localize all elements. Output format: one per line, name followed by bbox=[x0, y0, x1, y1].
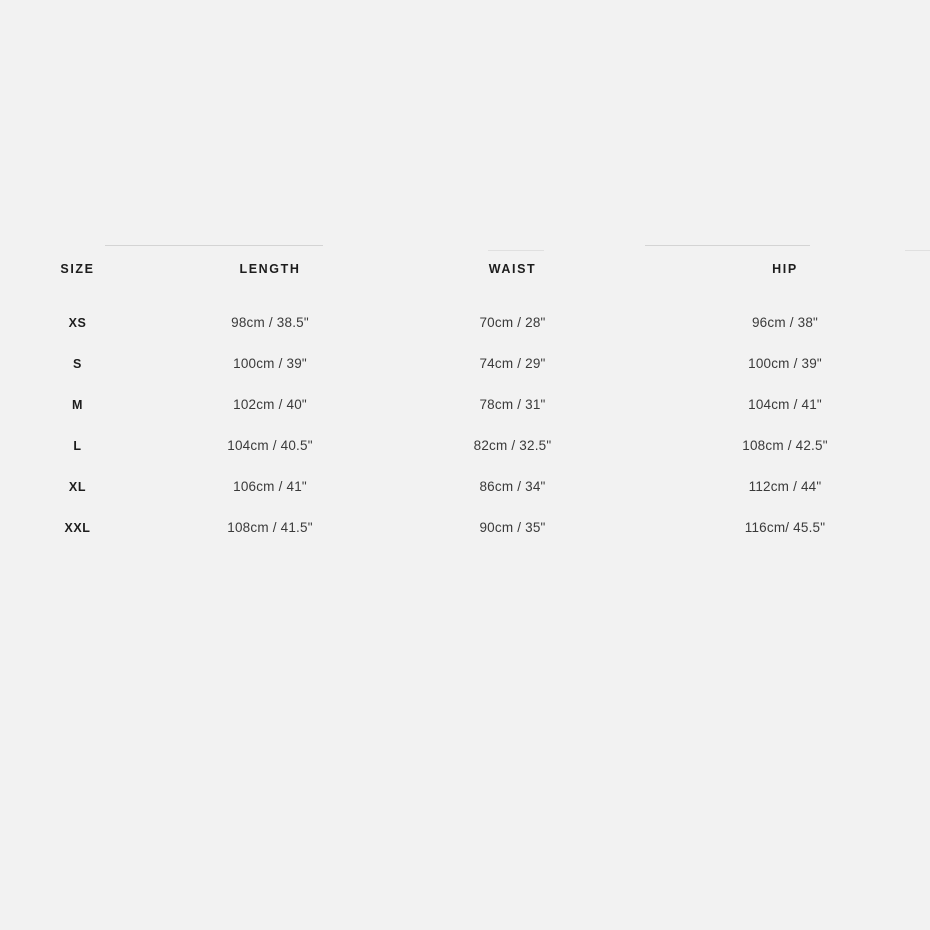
cell-waist: 74cm / 29" bbox=[479, 356, 546, 371]
cell-waist: 78cm / 31" bbox=[479, 397, 546, 412]
column-header-length: LENGTH bbox=[239, 262, 301, 276]
cell-waist: 86cm / 34" bbox=[479, 479, 546, 494]
cell-waist: 70cm / 28" bbox=[479, 315, 546, 330]
decorative-rule-2 bbox=[488, 250, 544, 251]
table-header bbox=[0, 262, 930, 302]
decorative-rule-1 bbox=[105, 245, 323, 246]
cell-hip: 104cm / 41" bbox=[748, 397, 822, 412]
cell-length: 108cm / 41.5" bbox=[227, 520, 313, 535]
decorative-rule-4 bbox=[905, 250, 930, 251]
cell-hip: 116cm/ 45.5" bbox=[744, 520, 826, 535]
cell-waist: 90cm / 35" bbox=[479, 520, 546, 535]
cell-length: 102cm / 40" bbox=[233, 397, 307, 412]
table-row bbox=[0, 507, 930, 548]
cell-size: XS bbox=[68, 315, 87, 330]
table-row bbox=[0, 343, 930, 384]
table-row bbox=[0, 384, 930, 425]
cell-length: 106cm / 41" bbox=[233, 479, 307, 494]
table-row bbox=[0, 425, 930, 466]
cell-size: M bbox=[71, 397, 83, 412]
cell-size: XL bbox=[68, 479, 87, 494]
size-chart-table bbox=[0, 262, 930, 548]
column-header-size: SIZE bbox=[60, 262, 95, 276]
cell-size: L bbox=[73, 438, 82, 453]
cell-waist: 82cm / 32.5" bbox=[473, 438, 552, 453]
table-row bbox=[0, 302, 930, 343]
cell-size: XXL bbox=[64, 520, 91, 535]
decorative-rule-3 bbox=[645, 245, 810, 246]
cell-length: 98cm / 38.5" bbox=[231, 315, 309, 330]
table-row bbox=[0, 466, 930, 507]
cell-hip: 108cm / 42.5" bbox=[742, 438, 828, 453]
cell-length: 104cm / 40.5" bbox=[227, 438, 313, 453]
column-header-hip: HIP bbox=[772, 262, 798, 276]
column-header-waist: WAIST bbox=[488, 262, 537, 276]
table-body bbox=[0, 302, 930, 548]
cell-hip: 112cm / 44" bbox=[748, 479, 822, 494]
cell-hip: 100cm / 39" bbox=[748, 356, 822, 371]
cell-hip: 96cm / 38" bbox=[751, 315, 819, 330]
cell-size: S bbox=[73, 356, 82, 371]
table-header-row bbox=[0, 262, 930, 302]
cell-length: 100cm / 39" bbox=[233, 356, 307, 371]
